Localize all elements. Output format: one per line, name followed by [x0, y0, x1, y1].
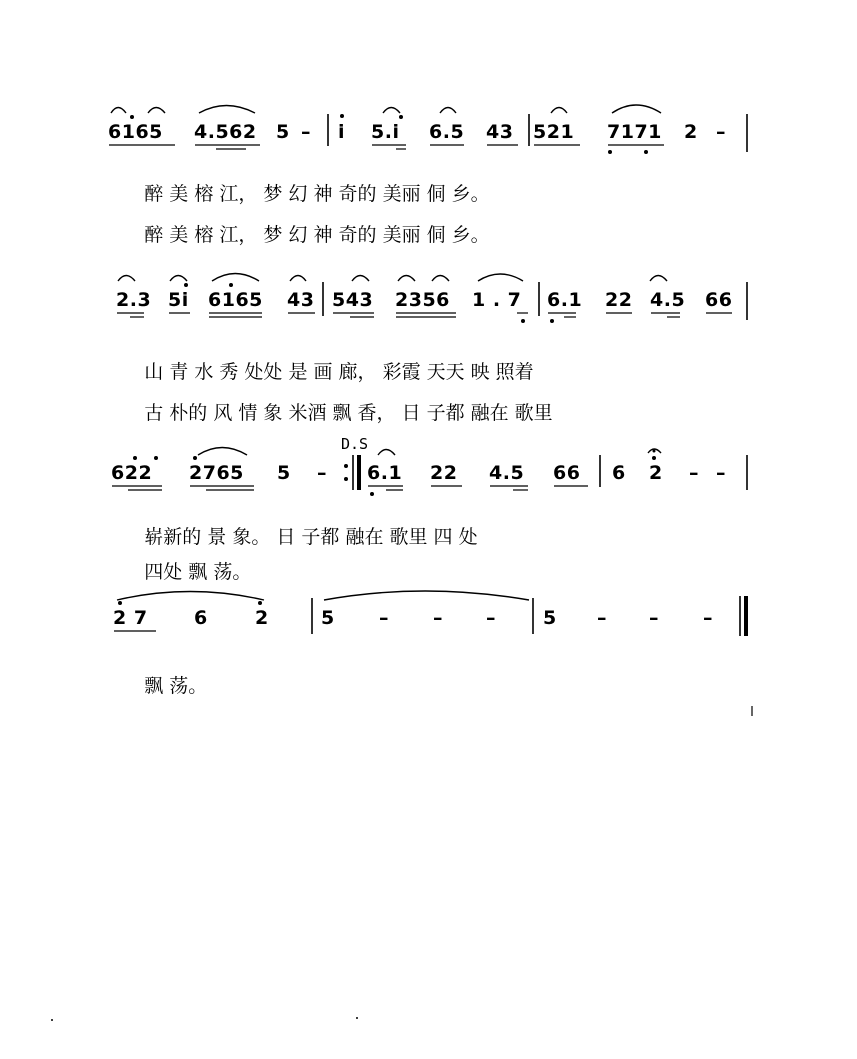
- note: 6: [612, 462, 626, 484]
- high-octave-dot: [133, 456, 137, 460]
- note-group: 2765: [189, 462, 244, 484]
- slur: [432, 276, 449, 282]
- note-group: 22: [430, 462, 458, 484]
- note: 2: [649, 462, 663, 484]
- low-octave-dot: [608, 150, 612, 154]
- dash: –: [649, 607, 659, 629]
- dash: –: [379, 607, 389, 629]
- note-group: 4.5: [489, 462, 525, 484]
- note-group: 66: [705, 289, 733, 311]
- lyric-text: 四处 飘 荡。: [144, 561, 252, 583]
- note-group: 543: [332, 289, 374, 311]
- repeat-dot: [344, 477, 348, 481]
- dash: –: [716, 462, 726, 484]
- dash: –: [486, 607, 496, 629]
- note: 2: [684, 121, 698, 143]
- slur: [478, 274, 523, 281]
- high-octave-dot: [193, 456, 197, 460]
- dash: –: [301, 121, 311, 143]
- slur: [118, 276, 135, 282]
- slur: [551, 108, 567, 114]
- note-group: 6165: [208, 289, 263, 311]
- note-group: 2.3: [116, 289, 152, 311]
- note: 5: [276, 121, 290, 143]
- lyric-line: [108, 536, 251, 608]
- dal-segno-mark: D.S: [341, 435, 369, 453]
- fermata: [648, 449, 661, 453]
- note-group: 6.1: [367, 462, 403, 484]
- lyric-text: 古 朴的 风 情 象 米酒 飘 香， 日 子都 融在 歌里: [144, 402, 553, 424]
- note-group: 43: [287, 289, 315, 311]
- lyric-text: 山 青 水 秀 处处 是 画 廊， 彩霞 天天 映 照着: [144, 361, 534, 383]
- slur: [148, 108, 165, 114]
- lyric-text: 醉 美 榕 江， 梦 幻 神 奇的 美丽 侗 乡。: [144, 183, 490, 205]
- high-octave-dot: [154, 456, 158, 460]
- low-octave-dot: [550, 319, 554, 323]
- slur: [111, 108, 126, 114]
- note: 5: [543, 607, 557, 629]
- note-group: 6.1: [547, 289, 583, 311]
- note-group: 2 7: [113, 607, 148, 629]
- note-group: 7171: [607, 121, 662, 143]
- lyric-text: 崭新的 景 象。 日 子都 融在 歌里 四 处: [144, 526, 478, 548]
- note-group: 6.5: [429, 121, 465, 143]
- slur: [612, 105, 661, 113]
- repeat-dot: [344, 464, 348, 468]
- slur: [212, 274, 259, 282]
- low-octave-dot: [370, 492, 374, 496]
- note: 2: [255, 607, 269, 629]
- slur: [383, 108, 400, 114]
- high-octave-dot: [340, 114, 344, 118]
- lyric-line: [108, 199, 490, 271]
- scan-mark: [356, 1017, 358, 1019]
- note-group: 4.562: [194, 121, 257, 143]
- lyric-line: [108, 377, 553, 449]
- fermata-dot: [653, 450, 656, 453]
- low-octave-dot: [521, 319, 525, 323]
- note-group: 1 . 7: [472, 289, 522, 311]
- high-octave-dot: [399, 115, 403, 119]
- lyric-text: 飘 荡。: [144, 675, 208, 697]
- slur: [398, 276, 415, 282]
- slur: [324, 591, 529, 600]
- slur: [170, 276, 187, 282]
- high-octave-dot: [258, 601, 262, 605]
- lyric-text: 醉 美 榕 江， 梦 幻 神 奇的 美丽 侗 乡。: [144, 224, 490, 246]
- lyric-line: [108, 650, 207, 722]
- slur: [352, 276, 369, 282]
- note-group: 5i: [168, 289, 189, 311]
- note: 6: [194, 607, 208, 629]
- note-group: 66: [553, 462, 581, 484]
- slur: [650, 276, 667, 282]
- dash: –: [716, 121, 726, 143]
- dash: –: [597, 607, 607, 629]
- dash: –: [317, 462, 327, 484]
- high-octave-dot: [229, 283, 233, 287]
- note: i: [338, 121, 346, 143]
- high-octave-dot: [184, 283, 188, 287]
- high-octave-dot: [130, 115, 134, 119]
- note-group: 4.5: [650, 289, 686, 311]
- note-group: 521: [533, 121, 575, 143]
- dash: –: [433, 607, 443, 629]
- note: 5: [321, 607, 335, 629]
- note: 5: [277, 462, 291, 484]
- note-group: 5.i: [371, 121, 400, 143]
- scan-mark: [51, 1019, 53, 1021]
- note-group: 43: [486, 121, 514, 143]
- note-group: 22: [605, 289, 633, 311]
- slur: [440, 108, 456, 114]
- slur: [199, 106, 255, 114]
- dash: –: [703, 607, 713, 629]
- high-octave-dot: [652, 456, 656, 460]
- slur: [378, 450, 395, 456]
- slur: [290, 276, 306, 282]
- note-group: 6165: [108, 121, 163, 143]
- dash: –: [689, 462, 699, 484]
- note-group: 2356: [395, 289, 450, 311]
- low-octave-dot: [644, 150, 648, 154]
- note-group: 622: [111, 462, 153, 484]
